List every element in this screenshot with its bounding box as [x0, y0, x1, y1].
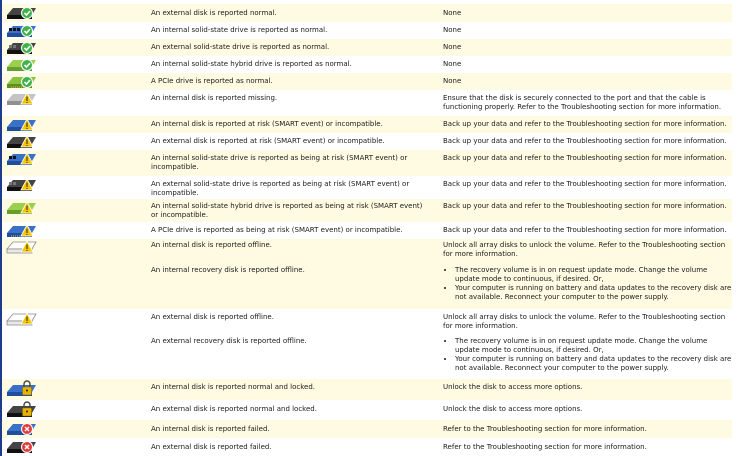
- action-text: None: [443, 26, 462, 34]
- table-row: [2, 150, 732, 176]
- table-row: [2, 56, 732, 73]
- table-row: [2, 379, 732, 400]
- internal-disk-failed-icon: [5, 422, 41, 436]
- list-item: • Your computer is running on battery and data updates to the recovery disk are not available. Reconnect your computer to the power supply.: [455, 284, 733, 302]
- action-text: Back up your data and refer to the Troubleshooting section for more information.: [443, 226, 727, 234]
- sub-condition-text: An internal recovery disk is reported offline.: [151, 266, 305, 274]
- bullet-list: [443, 337, 733, 373]
- condition-text: An external disk is reported offline.: [151, 313, 274, 321]
- table-row: [2, 73, 732, 90]
- action-text: Refer to the Troubleshooting section for more information.: [443, 425, 647, 433]
- table-row: [2, 22, 732, 39]
- external-disk-locked-icon: [5, 401, 41, 419]
- condition-text: An internal disk is reported failed.: [151, 425, 270, 433]
- external-ssd-normal-icon: [5, 41, 41, 55]
- bullet-list: [443, 266, 733, 302]
- condition-text: An internal disk is reported missing.: [151, 94, 278, 102]
- action-text: Refer to the Troubleshooting section for more information.: [443, 443, 647, 451]
- condition-text: A PCIe drive is reported as being at risk (SMART event) or incompatible.: [151, 226, 403, 234]
- table-row: [2, 309, 732, 379]
- table-row: [2, 176, 732, 199]
- table-row: [2, 199, 732, 222]
- internal-disk-at-risk-icon: [5, 118, 41, 132]
- internal-disk-locked-icon: [5, 380, 41, 398]
- table-row: [2, 420, 732, 438]
- pcie-drive-normal-icon: [5, 75, 41, 89]
- action-text: Unlock all array disks to unlock the volume. Refer to the Troubleshooting section for more information.: [443, 241, 726, 258]
- external-disk-failed-icon: [5, 440, 41, 454]
- external-disk-offline-icon: [5, 312, 41, 326]
- condition-text: An internal solid-state hybrid drive is reported as being at risk (SMART event) or incompatible.: [151, 202, 423, 219]
- condition-text: An internal solid-state drive is reported as being at risk (SMART event) or incompatible.: [151, 154, 408, 171]
- action-text: None: [443, 60, 462, 68]
- action-text: Unlock all array disks to unlock the volume. Refer to the Troubleshooting section for more information.: [443, 313, 726, 330]
- condition-text: An internal disk is reported offline.: [151, 241, 272, 249]
- condition-text: An internal solid-state hybrid drive is reported as normal.: [151, 60, 352, 68]
- internal-disk-missing-icon: [5, 92, 41, 106]
- internal-ssd-at-risk-icon: [5, 152, 41, 166]
- condition-text: An internal disk is reported at risk (SMART event) or incompatible.: [151, 120, 383, 128]
- condition-text: An external solid-state drive is reported as being at risk (SMART event) or incompatible.: [151, 180, 410, 197]
- action-text: None: [443, 43, 462, 51]
- internal-sshd-at-risk-icon: [5, 201, 41, 215]
- condition-text: An external disk is reported at risk (SMART event) or incompatible.: [151, 137, 385, 145]
- condition-text: An internal solid-state drive is reported as normal.: [151, 26, 328, 34]
- external-disk-normal-icon: [5, 6, 41, 20]
- list-item: • Your computer is running on battery and data updates to the recovery disk are not available. Reconnect your computer to the power supply.: [455, 355, 733, 373]
- external-ssd-at-risk-icon: [5, 178, 41, 192]
- table-row: [2, 90, 732, 116]
- internal-disk-offline-icon: [5, 240, 41, 254]
- list-item: • The recovery volume is in on request update mode. Change the volume update mode to continuous, if desired. Or,: [455, 337, 733, 355]
- table-row: [2, 222, 732, 239]
- pcie-drive-at-risk-icon: [5, 224, 41, 238]
- condition-text: A PCIe drive is reported as normal.: [151, 77, 273, 85]
- action-text: Back up your data and refer to the Troubleshooting section for more information.: [443, 154, 727, 162]
- external-disk-at-risk-icon: [5, 135, 41, 149]
- action-text: Back up your data and refer to the Troubleshooting section for more information.: [443, 202, 727, 210]
- condition-text: An internal disk is reported normal and locked.: [151, 383, 316, 391]
- action-text: None: [443, 9, 462, 17]
- action-text: None: [443, 77, 462, 85]
- list-item: • The recovery volume is in on request update mode. Change the volume update mode to continuous, if desired. Or,: [455, 266, 733, 284]
- condition-text: An external disk is reported normal.: [151, 9, 277, 17]
- action-text: Unlock the disk to access more options.: [443, 383, 583, 391]
- table-row: [2, 438, 732, 456]
- action-text: Back up your data and refer to the Troubleshooting section for more information.: [443, 180, 727, 188]
- action-text: Unlock the disk to access more options.: [443, 405, 583, 413]
- table-row: [2, 4, 732, 22]
- action-text: Back up your data and refer to the Troubleshooting section for more information.: [443, 120, 727, 128]
- sub-condition-text: An external recovery disk is reported offline.: [151, 337, 307, 345]
- table-row: [2, 400, 732, 420]
- internal-ssd-normal-icon: [5, 24, 41, 38]
- condition-text: An external disk is reported normal and locked.: [151, 405, 317, 413]
- table-row: [2, 39, 732, 56]
- table-row: [2, 116, 732, 133]
- condition-text: An external solid-state drive is reported as normal.: [151, 43, 330, 51]
- action-text: Back up your data and refer to the Troubleshooting section for more information.: [443, 137, 727, 145]
- condition-text: An external disk is reported failed.: [151, 443, 272, 451]
- internal-sshd-normal-icon: [5, 58, 41, 72]
- table-row: [2, 239, 732, 309]
- table-row: [2, 133, 732, 150]
- action-text: Ensure that the disk is securely connected to the port and that the cable is functioning properly. Refer to the Troubleshooting section for more information.: [443, 94, 722, 111]
